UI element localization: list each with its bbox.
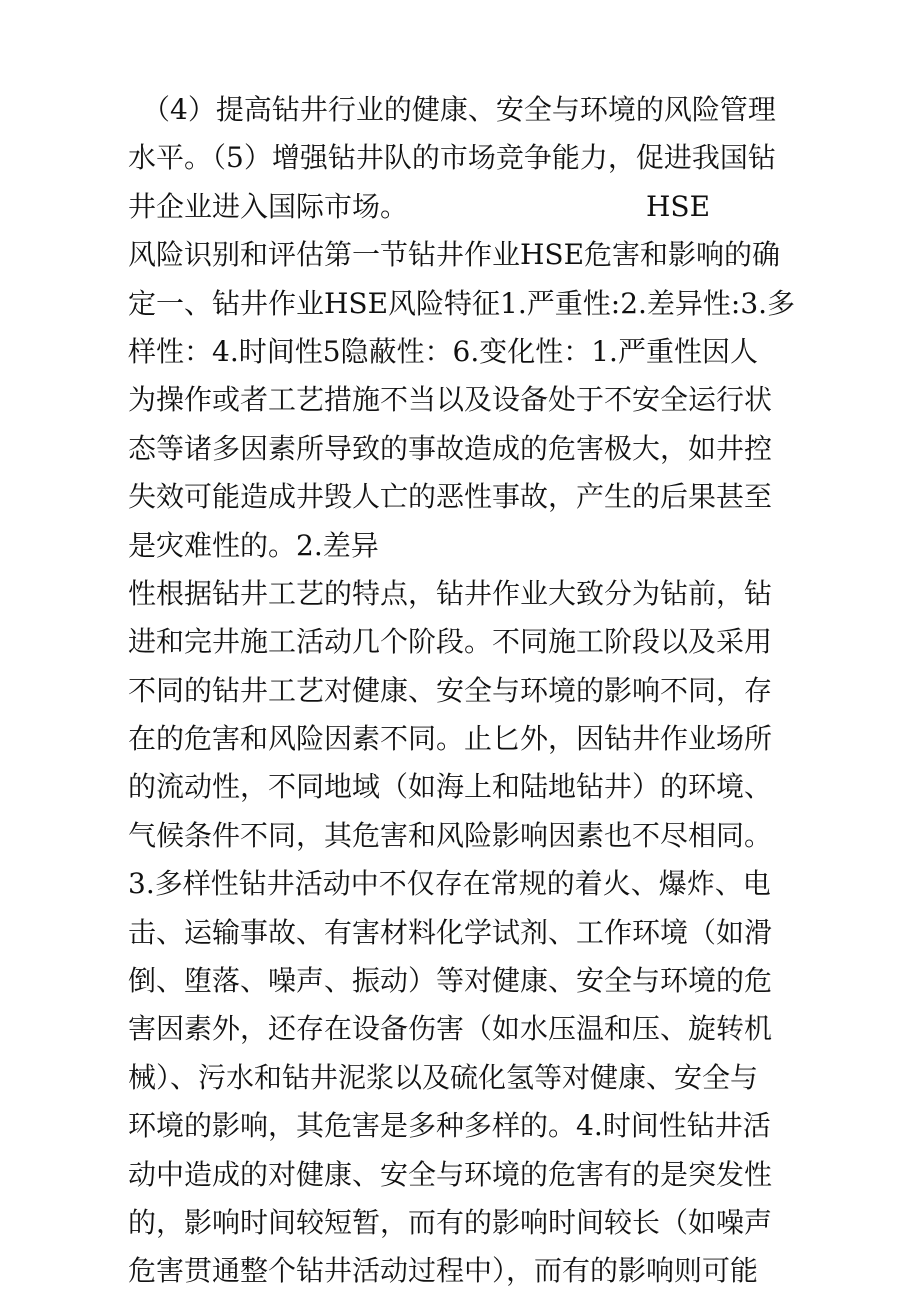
text-line-8: 态等诸多因素所导致的事故造成的危害极大，如井控: [128, 431, 773, 465]
text-line-14: 在的危害和风险因素不同。止匕外，因钻井作业场所: [128, 722, 773, 756]
body-text: [128, 86, 818, 1296]
text-line-18: 击、运输事故、有害材料化学试剂、工作环境（如滑: [128, 915, 773, 949]
text-line-11: 性根据钻井工艺的特点，钻井作业大致分为钻前，钻: [128, 576, 773, 610]
text-line-20: 害因素外，还存在设备伤害（如水压温和压、旋转机: [128, 1012, 773, 1046]
text-line-22: 环境的影响，其危害是多种多样的。4.时间性钻井活: [128, 1109, 771, 1143]
text-line-10: 是灾难性的。2.差异: [128, 528, 379, 562]
text-line-6: 样性：4.时间性5隐蔽性：6.变化性：1.严重性因人: [128, 334, 758, 368]
text-line-15: 的流动性，不同地域（如海上和陆地钻井）的环境、: [128, 770, 773, 804]
text-line-23: 动中造成的对健康、安全与环境的危害有的是突发性: [128, 1157, 773, 1191]
text-line-25: 危害贯通整个钻井活动过程中），而有的影响则可能: [128, 1254, 759, 1288]
text-line-4: 风险识别和评估第一节钻井作业HSE危害和影响的确: [128, 238, 781, 272]
text-line-9: 失效可能造成井毁人亡的恶性事故，产生的后果甚至: [128, 480, 773, 514]
text-line-3: 井企业进入国际市场。 HSE: [128, 189, 711, 223]
text-line-19: 倒、堕落、噪声、振动）等对健康、安全与环境的危: [128, 964, 773, 998]
text-line-13: 不同的钻井工艺对健康、安全与环境的影响不同，存: [128, 673, 773, 707]
text-line-16: 气候条件不同，其危害和风险影响因素也不尽相同。: [128, 818, 773, 852]
text-line-12: 进和完井施工活动几个阶段。不同施工阶段以及采用: [128, 625, 773, 659]
text-line-5: 定一、钻井作业HSE风险特征1.严重性:2.差异性:3.多: [128, 286, 796, 320]
text-line-17: 3.多样性钻井活动中不仅存在常规的着火、爆炸、电: [128, 867, 771, 901]
text-line-7: 为操作或者工艺措施不当以及设备处于不安全运行状: [128, 383, 773, 417]
text-line-24: 的，影响时间较短暂，而有的影响时间较长（如噪声: [128, 1205, 773, 1239]
text-line-1: （4）提高钻井行业的健康、安全与环境的风险管理: [128, 93, 776, 126]
text-line-2: 水平。（5）增强钻井队的市场竞争能力，促进我国钻: [128, 141, 776, 175]
text-line-21: 械）、污水和钻井泥浆以及硫化氢等对健康、安全与: [128, 1060, 759, 1094]
